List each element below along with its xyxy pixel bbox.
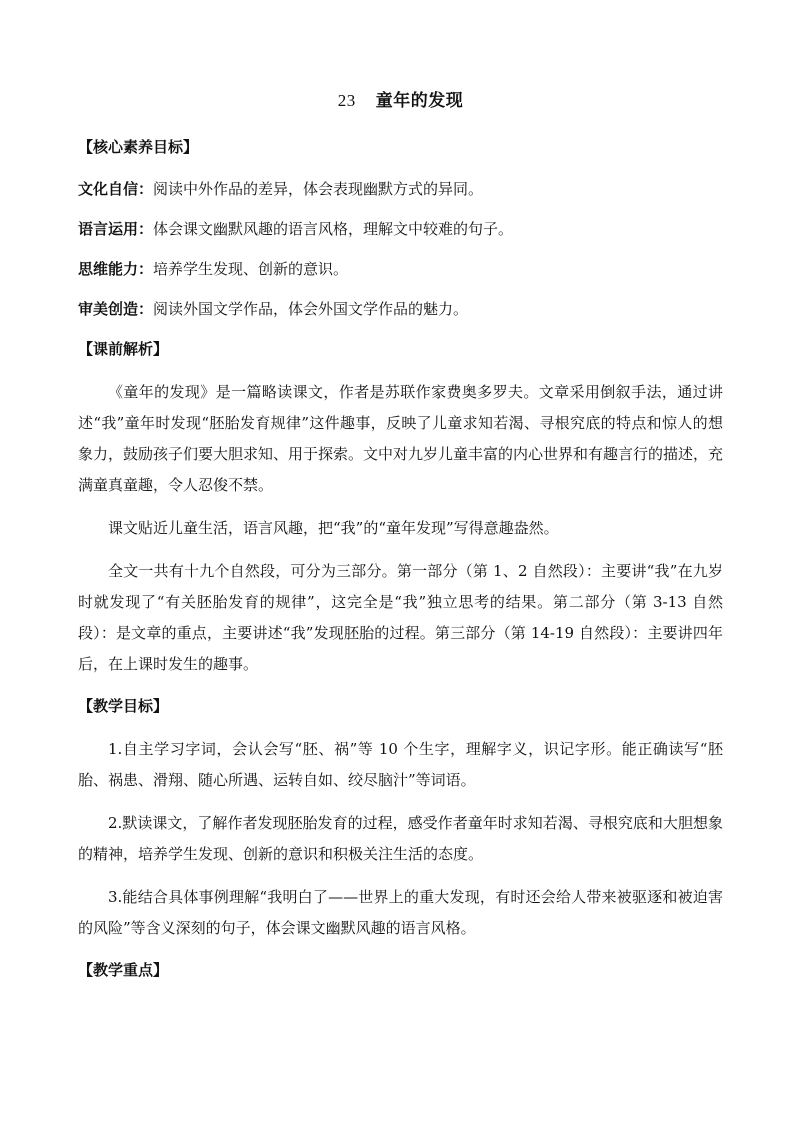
goal-language bbox=[78, 219, 723, 239]
lesson-title bbox=[78, 86, 723, 111]
goal-label: 审美创造： bbox=[78, 300, 154, 318]
core-goals-heading: 【核心素养目标】 bbox=[78, 138, 199, 156]
goal-aesthetic bbox=[78, 299, 723, 319]
analysis-paragraph: 全文一共有十九个自然段，可分为三部分。第一部分（第 1、2 自然段）：主要讲“我”在九岁时就发现了“有关胚胎发育的规律”，这完全是“我”独立思考的结果。第二部分（第 3-13 自然段）：是文章的重点，主要讲述“我”发现胚胎的过程。第三部分（第 14-19 自然段）：主要讲四年后，在上课时发生的趣事。 bbox=[78, 562, 723, 673]
document-page bbox=[78, 86, 723, 1002]
goal-text: 体会课文幽默风趣的语言风格，理解文中较难的句子。 bbox=[153, 220, 514, 238]
goal-text: 阅读外国文学作品，体会外国文学作品的魅力。 bbox=[153, 300, 469, 318]
goal-label: 文化自信： bbox=[78, 180, 154, 198]
analysis-paragraph: 课文贴近儿童生活，语言风趣，把“我”的“童年发现”写得意趣盎然。 bbox=[108, 519, 559, 537]
goal-culture bbox=[78, 179, 723, 199]
goal-label: 思维能力： bbox=[78, 260, 154, 278]
goal-label: 语言运用： bbox=[78, 220, 154, 238]
goal-text: 阅读中外作品的差异，体会表现幽默方式的异同。 bbox=[153, 180, 484, 198]
teaching-goals-heading: 【教学目标】 bbox=[78, 697, 169, 715]
lesson-title-text: 童年的发现 bbox=[375, 91, 464, 111]
goal-text: 培养学生发现、创新的意识。 bbox=[153, 260, 349, 278]
lesson-number: 23 bbox=[337, 91, 356, 110]
teaching-key-heading: 【教学重点】 bbox=[78, 961, 169, 979]
analysis-heading: 【课前解析】 bbox=[78, 340, 169, 358]
teaching-goal-paragraph: 3.能结合具体事例理解“我明白了——世界上的重大发现，有时还会给人带来被驱逐和被迫害的风险”等含义深刻的句子，体会课文幽默风趣的语言风格。 bbox=[78, 888, 723, 937]
teaching-goal-paragraph: 1.自主学习字词，会认会写“胚、祸”等 10 个生字，理解字义，识记字形。能正确读写“胚胎、祸患、滑翔、随心所遇、运转自如、绞尽脑汁”等词语。 bbox=[78, 740, 723, 789]
analysis-paragraph: 《童年的发现》是一篇略读课文，作者是苏联作家费奥多罗夫。文章采用倒叙手法，通过讲述“我”童年时发现“胚胎发育规律”这件趣事，反映了儿童求知若渴、寻根究底的特点和惊人的想象力，鼓励孩子们要大胆求知、用于探索。文中对九岁儿童丰富的内心世界和有趣言行的描述，充满童真童趣，令人忍俊不禁。 bbox=[78, 383, 724, 494]
goal-thinking bbox=[78, 259, 723, 279]
teaching-goal-paragraph: 2.默读课文，了解作者发现胚胎发育的过程，感受作者童年时求知若渴、寻根究底和大胆想象的精神，培养学生发现、创新的意识和积极关注生活的态度。 bbox=[78, 814, 723, 863]
